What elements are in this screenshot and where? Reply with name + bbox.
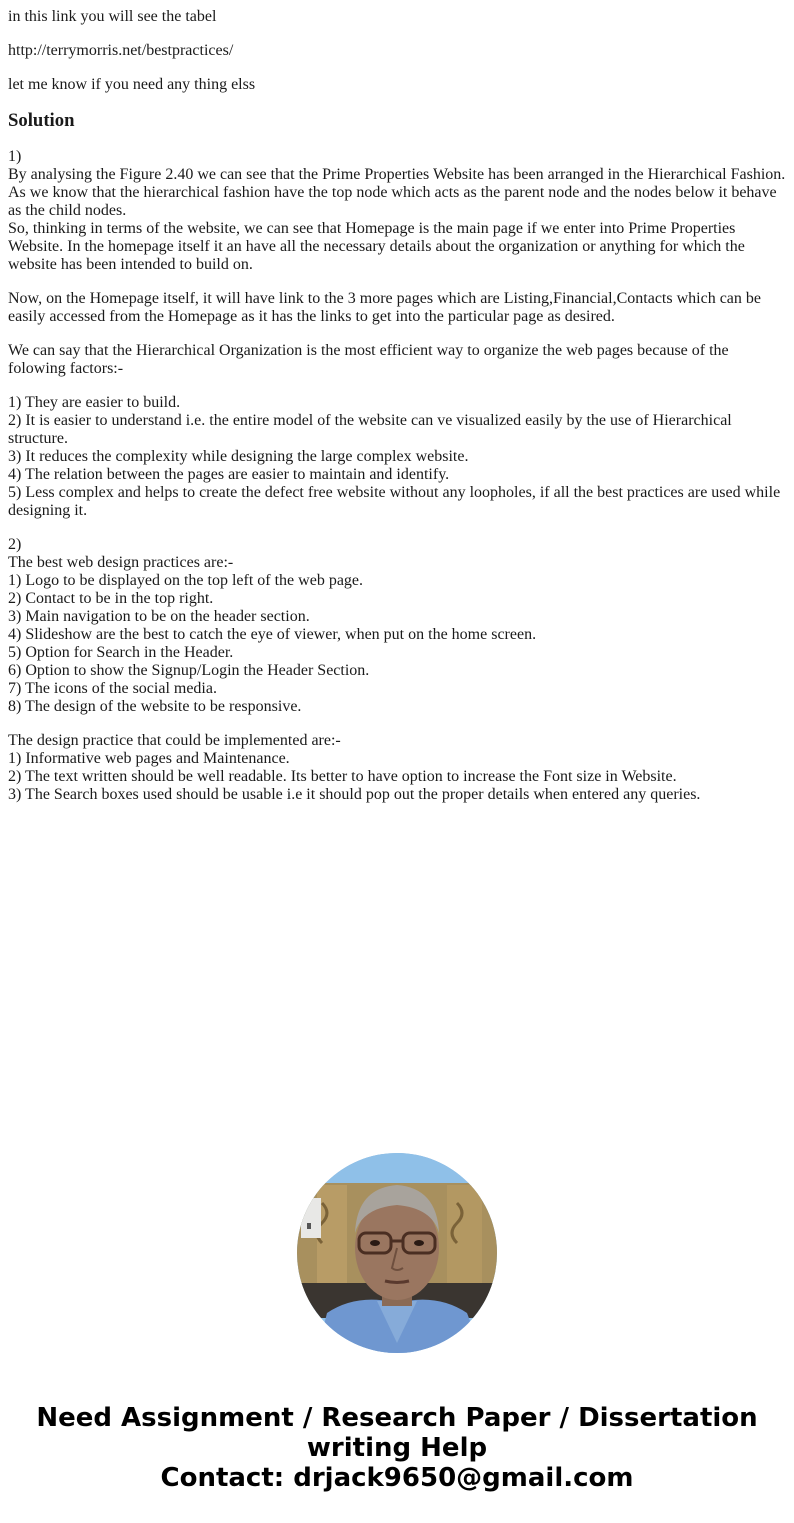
reference-link: http://terrymorris.net/bestpractices/ — [8, 42, 234, 59]
document-body — [8, 8, 788, 820]
part1-label: 1) — [8, 148, 22, 165]
part1-line: By analysing the Figure 2.40 we can see that the Prime Properties Website has been arranged in the Hierarchical Fashion. — [8, 166, 786, 183]
practice-item: 8) The design of the website to be responsive. — [8, 698, 302, 715]
hierarchical-factors-intro: We can say that the Hierarchical Organization is the most efficient way to organize the web pages because of the folowing factors:- — [8, 342, 729, 377]
factor-item: 5) Less complex and helps to create the defect free website without any loopholes, if all the best practices are used while designing it. — [8, 484, 781, 519]
practice-item: 2) Contact to be in the top right. — [8, 590, 214, 607]
practice-item: 1) Logo to be displayed on the top left of the web page. — [8, 572, 364, 589]
homepage-links-paragraph: Now, on the Homepage itself, it will have link to the 3 more pages which are Listing,Financial,Contacts which can be easily accessed from the Homepage as it has the links to get into the particular page as desired. — [8, 290, 761, 325]
practice-item: 3) Main navigation to be on the header section. — [8, 608, 310, 625]
practice-item: 4) Slideshow are the best to catch the eye of viewer, when put on the home screen. — [8, 626, 537, 643]
factor-item: 3) It reduces the complexity while designing the large complex website. — [8, 448, 469, 465]
implement-item: 2) The text written should be well readable. Its better to have option to increase the Font size in Website. — [8, 768, 677, 785]
person-portrait-icon — [297, 1153, 497, 1353]
factors-list — [8, 394, 788, 520]
intro-text: in this link you will see the tabel — [8, 8, 217, 25]
implement-intro: The design practice that could be implemented are:- — [8, 732, 341, 749]
avatar — [297, 1153, 497, 1353]
practice-item: 5) Option for Search in the Header. — [8, 644, 234, 661]
promo-banner — [0, 1403, 794, 1493]
factor-item: 1) They are easier to build. — [8, 394, 181, 411]
factor-item: 2) It is easier to understand i.e. the entire model of the website can ve visualized easily by the use of Hierarchical structure. — [8, 412, 732, 447]
part1-line: So, thinking in terms of the website, we can see that Homepage is the main page if we enter into Prime Properties Website. In the homepage itself it an have all the necessary details about the organization or anything for which the website has been intended to build on. — [8, 220, 745, 273]
factor-item: 4) The relation between the pages are easier to maintain and identify. — [8, 466, 450, 483]
part1-paragraph — [8, 148, 788, 274]
part1-line: As we know that the hierarchical fashion have the top node which acts as the parent node and the nodes below it behave as the child nodes. — [8, 184, 777, 219]
implement-list — [8, 732, 788, 804]
intro-closing: let me know if you need any thing elss — [8, 76, 256, 93]
best-practices-intro: The best web design practices are:- — [8, 554, 234, 571]
practice-item: 7) The icons of the social media. — [8, 680, 217, 697]
promo-headline: Need Assignment / Research Paper / Dissertation — [36, 1403, 758, 1433]
promo-subline: writing Help — [306, 1433, 488, 1463]
implement-item: 1) Informative web pages and Maintenance. — [8, 750, 290, 767]
practice-item: 6) Option to show the Signup/Login the Header Section. — [8, 662, 370, 679]
implement-item: 3) The Search boxes used should be usable i.e it should pop out the proper details when entered any queries. — [8, 786, 701, 803]
promo-contact: Contact: drjack9650@gmail.com — [160, 1463, 634, 1493]
part2-label: 2) — [8, 536, 22, 553]
best-practices-list — [8, 536, 788, 716]
solution-heading: Solution — [8, 110, 75, 131]
